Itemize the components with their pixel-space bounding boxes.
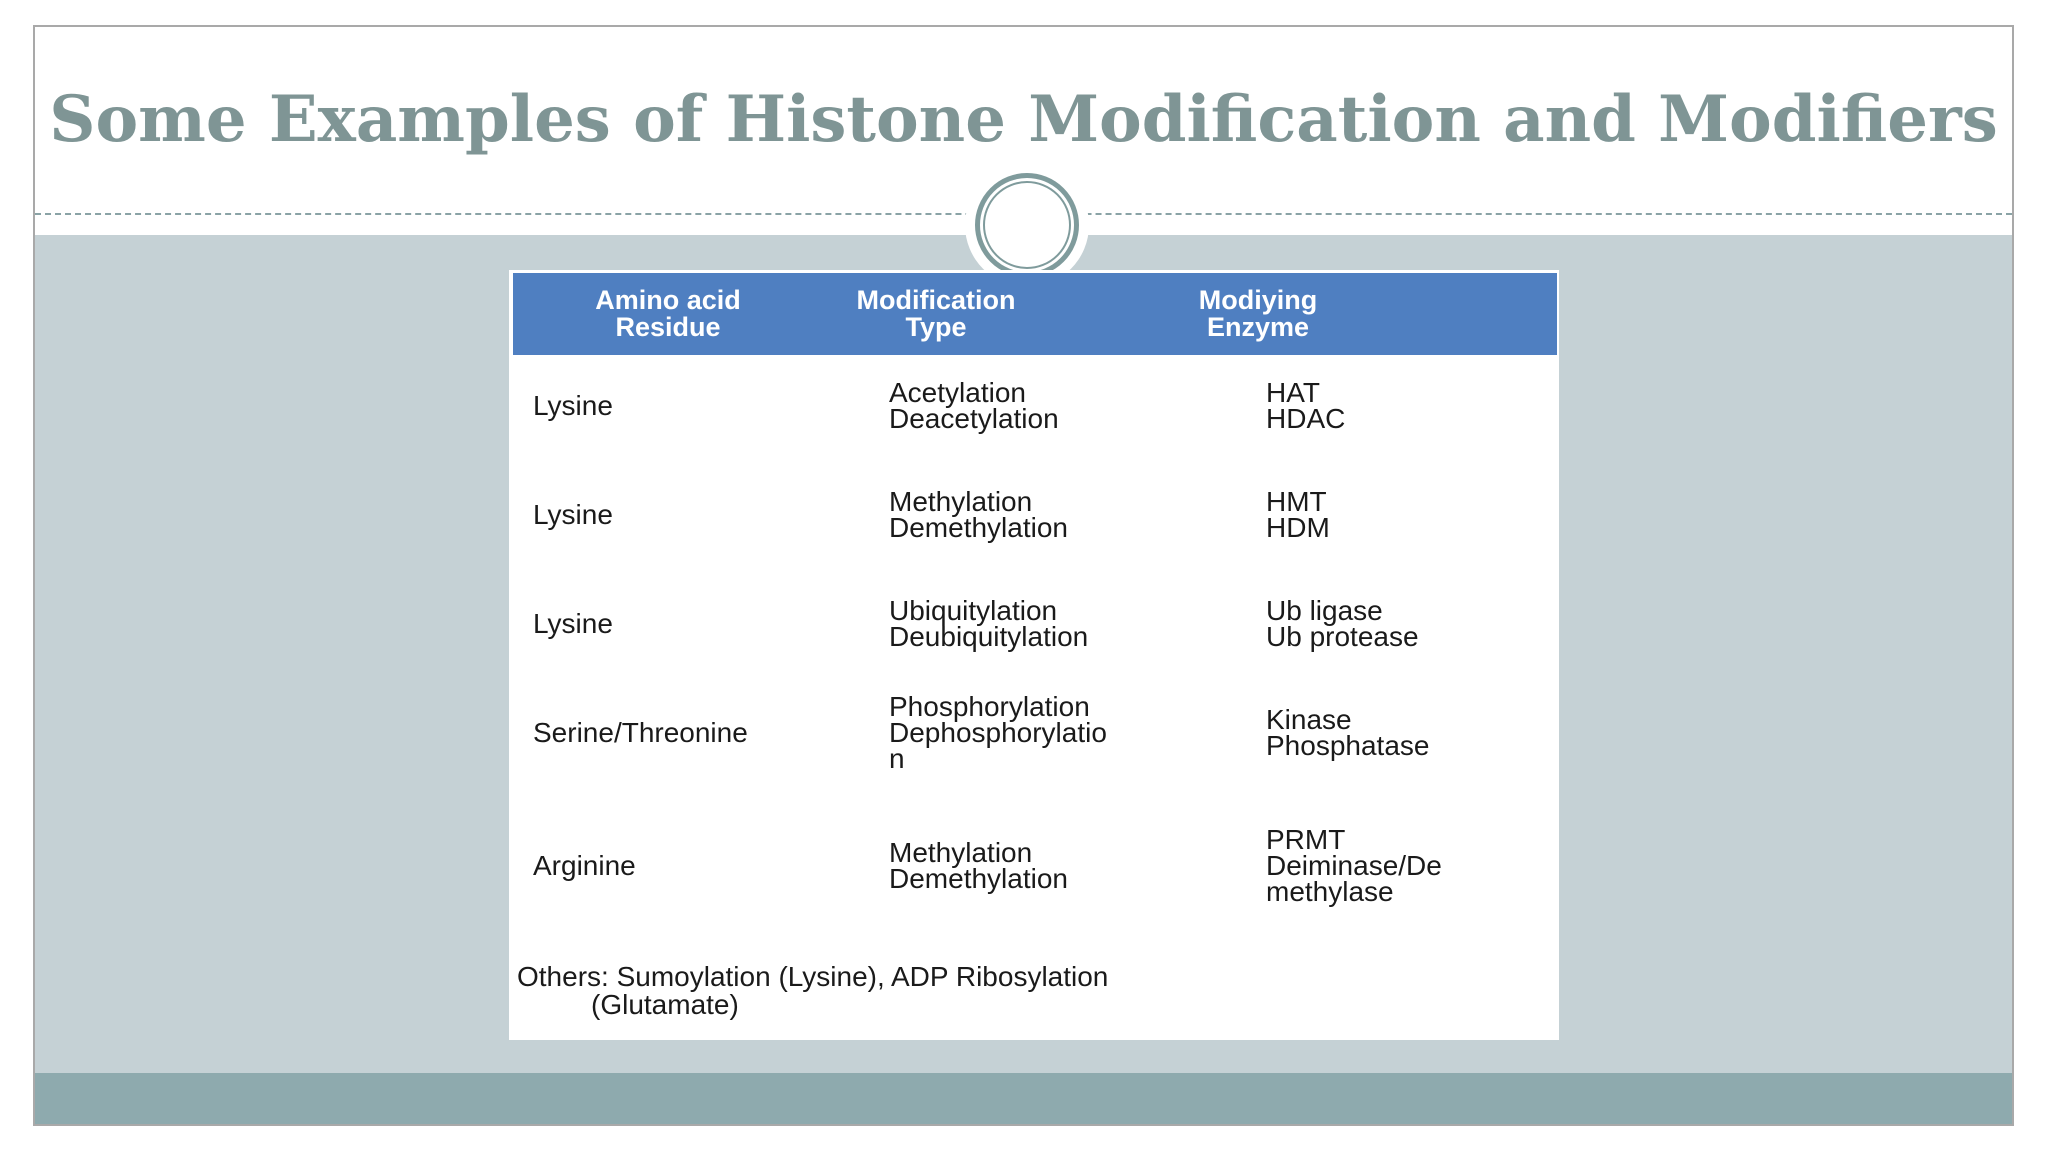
others-note-line-1: Others: Sumoylation (Lysine), ADP Ribosylation [517,961,1109,992]
slide-title: Some Examples of Histone Modification and Modifiers [49,82,1998,157]
circle-ornament-inner [983,181,1071,269]
header-modification-type: Modification Type [856,285,1016,342]
histone-modification-table [509,270,1559,1040]
table-row-2-enzyme: HMT HDM [1266,486,1330,543]
table-row-1-modification: Acetylation Deacetylation [889,377,1059,434]
slide [33,25,2014,1126]
table-row-2-residue: Lysine [533,499,613,530]
header-modifying-enzyme: Modiying Enzyme [1198,285,1318,342]
table-row-2-modification: Methylation Demethylation [889,486,1068,543]
table-row-3-enzyme: Ub ligase Ub protease [1266,595,1419,652]
bottom-band [35,1073,2012,1126]
table-row-1-enzyme: HAT HDAC [1266,377,1346,434]
table-row-4-enzyme: Kinase Phosphatase [1266,704,1430,761]
table-row-1-residue: Lysine [533,390,613,421]
table-header-row [513,273,1557,355]
others-note-line-2: (Glutamate) [591,989,739,1020]
table-row-4-residue: Serine/Threonine [533,717,748,748]
table-row-4-modification: Phosphorylation Dephosphorylatio n [889,691,1107,774]
table-row-5-modification: Methylation Demethylation [889,837,1068,894]
table-row-3-residue: Lysine [533,608,613,639]
table-row-5-residue: Arginine [533,850,636,881]
table-row-5-enzyme: PRMT Deiminase/De methylase [1266,824,1442,907]
header-amino-acid-residue: Amino acid Residue [595,285,741,342]
table-row-3-modification: Ubiquitylation Deubiquitylation [889,595,1089,652]
others-note [517,963,1108,1019]
